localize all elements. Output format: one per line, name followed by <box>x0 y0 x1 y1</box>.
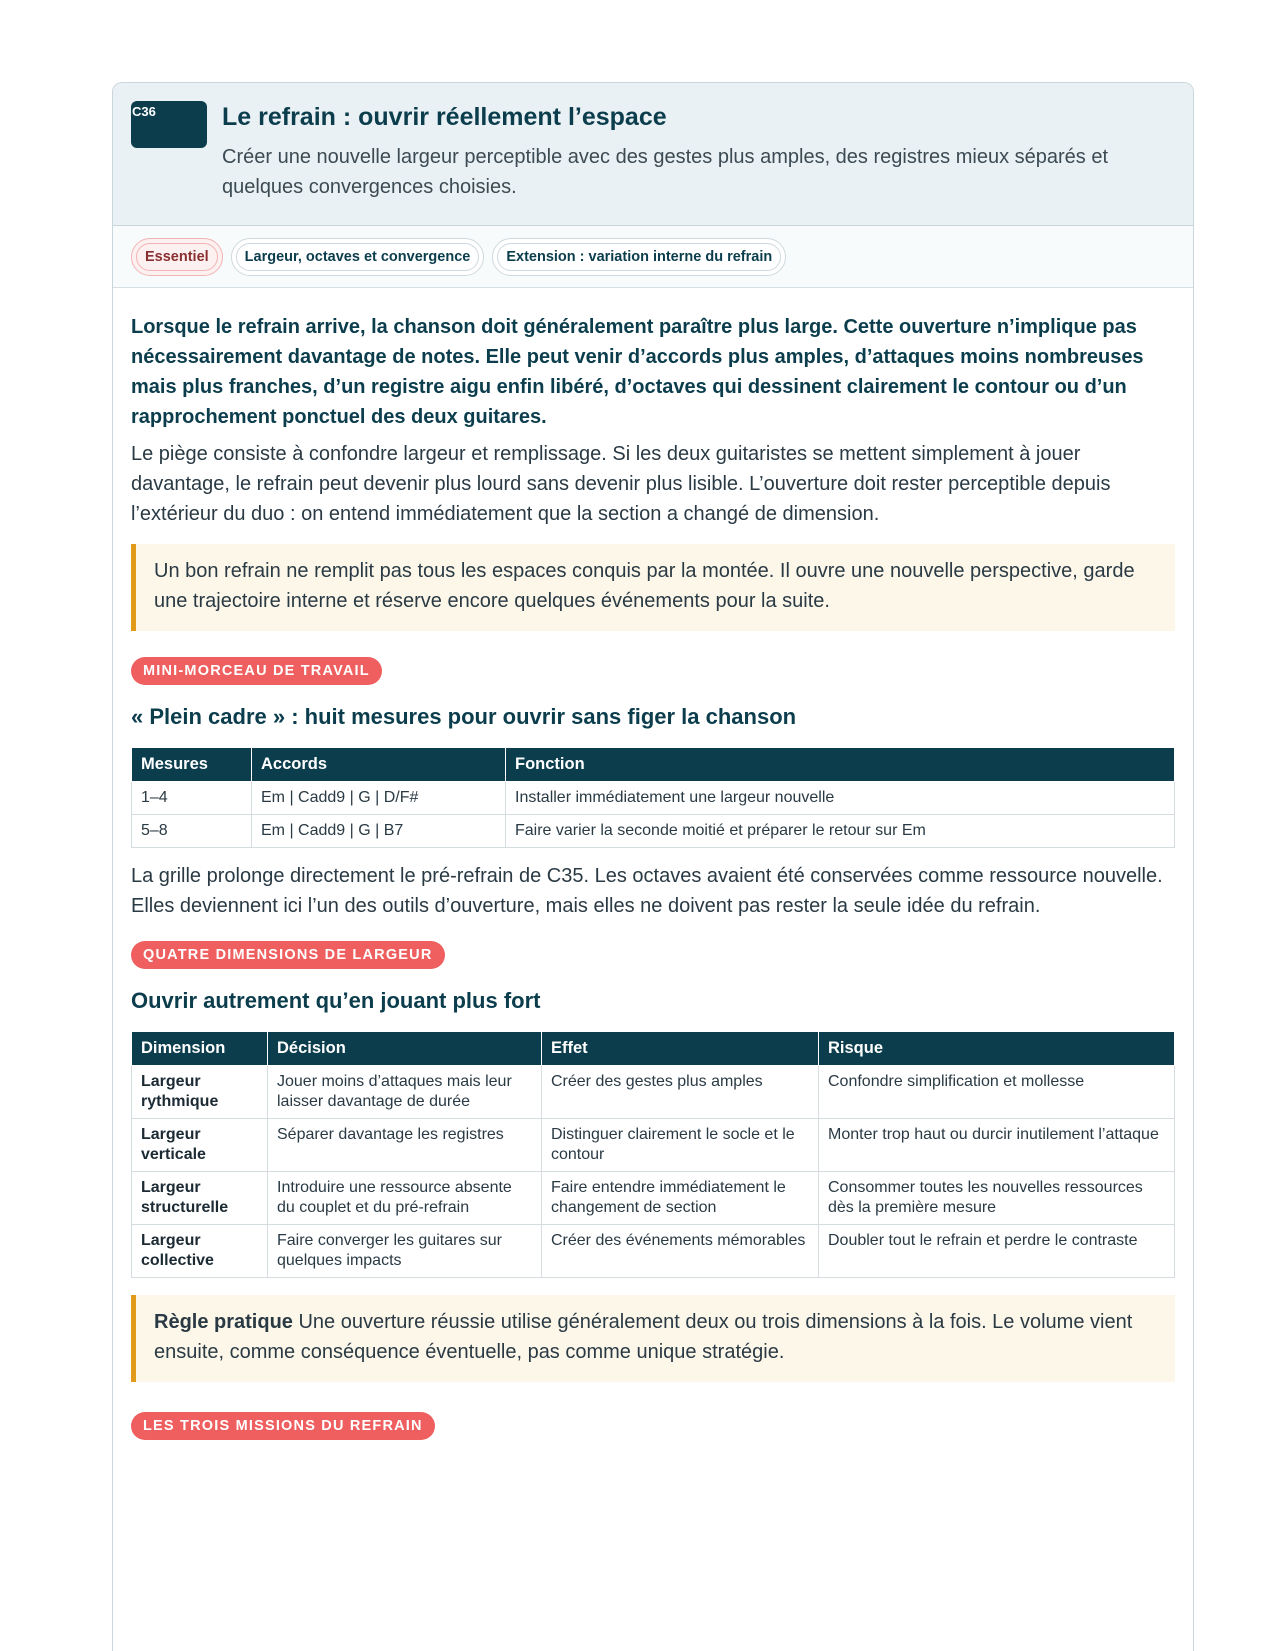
column-header: Risque <box>819 1032 1175 1066</box>
column-header: Dimension <box>132 1032 268 1066</box>
table-cell: Introduire une ressource absente du couplet et du pré-refrain <box>268 1172 542 1225</box>
table-row <box>132 1172 1175 1225</box>
table-cell: Largeur rythmique <box>132 1066 268 1119</box>
table-cell: Monter trop haut ou durcir inutilement l’attaque <box>819 1119 1175 1172</box>
card-body <box>113 288 1193 1440</box>
table-cell: Em | Cadd9 | G | D/F# <box>252 782 506 815</box>
table-cell: Créer des gestes plus amples <box>542 1066 819 1119</box>
tag-essentiel[interactable] <box>131 238 223 276</box>
table-cell: Consommer toutes les nouvelles ressources dès la première mesure <box>819 1172 1175 1225</box>
table-cell: Largeur collective <box>132 1225 268 1278</box>
rule-text: Une ouverture réussie utilise généralement deux ou trois dimensions à la fois. Le volume vient ensuite, comme conséquence éventuelle, pas comme unique stratégie. <box>154 1311 1133 1363</box>
intro-callout: Un bon refrain ne remplit pas tous les espaces conquis par la montée. Il ouvre une nouvelle perspective, garde une trajectoire interne et réserve encore quelques événements pour la suite. <box>131 544 1175 631</box>
table-cell: Créer des événements mémorables <box>542 1225 819 1278</box>
chord-table <box>131 747 1175 848</box>
card-header <box>113 83 1193 226</box>
table-row <box>132 782 1175 815</box>
column-header: Mesures <box>132 748 252 782</box>
section-pill-trois-missions: LES TROIS MISSIONS DU REFRAIN <box>131 1412 435 1440</box>
table-cell: Largeur verticale <box>132 1119 268 1172</box>
table-cell: Confondre simplification et mollesse <box>819 1066 1175 1119</box>
table-row <box>132 815 1175 848</box>
section-heading-plein-cadre: « Plein cadre » : huit mesures pour ouvrir sans figer la chanson <box>131 704 797 729</box>
table-header-row <box>132 748 1175 782</box>
tag-label: Extension : variation interne du refrain <box>497 243 781 271</box>
rule-callout <box>131 1295 1175 1382</box>
column-header: Accords <box>252 748 506 782</box>
section-pill-quatre-dimensions: QUATRE DIMENSIONS DE LARGEUR <box>131 941 445 969</box>
intro-paragraph: Le piège consiste à confondre largeur et remplissage. Si les deux guitaristes se mettent simplement à jouer davantage, le refrain peut devenir plus lourd sans devenir plus lisible. L’ouverture doit rester perceptible depuis l’extérieur du duo : on entend immédiatement que la section a changé de dimension. <box>131 443 1111 525</box>
page-subtitle: Créer une nouvelle largeur perceptible avec des gestes plus amples, des registres mieux séparés et quelques convergences choisies. <box>222 146 1109 198</box>
tag-label: Largeur, octaves et convergence <box>236 243 480 271</box>
section1-after-text: La grille prolonge directement le pré-refrain de C35. Les octaves avaient été conservées comme ressource nouvelle. Elles deviennent ici l’un des outils d’ouverture, mais elles ne doivent pas rester la seule idée du refrain. <box>131 865 1163 917</box>
table-cell: 5–8 <box>132 815 252 848</box>
table-row <box>132 1225 1175 1278</box>
table-cell: Faire varier la seconde moitié et préparer le retour sur Em <box>506 815 1175 848</box>
column-header: Décision <box>268 1032 542 1066</box>
column-header: Fonction <box>506 748 1175 782</box>
table-cell: Séparer davantage les registres <box>268 1119 542 1172</box>
table-cell: Jouer moins d’attaques mais leur laisser davantage de durée <box>268 1066 542 1119</box>
table-cell: Largeur structurelle <box>132 1172 268 1225</box>
table-cell: Installer immédiatement une largeur nouvelle <box>506 782 1175 815</box>
section-pill-mini-morceau: MINI-MORCEAU DE TRAVAIL <box>131 657 382 685</box>
tag-extension[interactable] <box>492 238 786 276</box>
table-cell: 1–4 <box>132 782 252 815</box>
page-title: Le refrain : ouvrir réellement l’espace <box>222 103 667 131</box>
tag-largeur[interactable] <box>231 238 485 276</box>
table-cell: Doubler tout le refrain et perdre le contraste <box>819 1225 1175 1278</box>
header-text <box>222 101 1175 225</box>
table-header-row <box>132 1032 1175 1066</box>
table-row <box>132 1119 1175 1172</box>
rule-label: Règle pratique <box>154 1311 293 1333</box>
table-cell: Distinguer clairement le socle et le contour <box>542 1119 819 1172</box>
tag-label: Essentiel <box>136 243 218 271</box>
table-cell: Em | Cadd9 | G | B7 <box>252 815 506 848</box>
table-cell: Faire converger les guitares sur quelques impacts <box>268 1225 542 1278</box>
table-row <box>132 1066 1175 1119</box>
dimensions-table <box>131 1031 1175 1278</box>
lesson-card <box>112 82 1194 1651</box>
column-header: Effet <box>542 1032 819 1066</box>
table-cell: Faire entendre immédiatement le changement de section <box>542 1172 819 1225</box>
tag-bar <box>113 226 1193 288</box>
intro-lead: Lorsque le refrain arrive, la chanson doit généralement paraître plus large. Cette ouverture n’implique pas nécessairement davantage de notes. Elle peut venir d’accords plus amples, d’attaques moins nombreuses mais plus franches, d’un registre aigu enfin libéré, d’octaves qui dessinent clairement le contour ou d’un rapprochement ponctuel des deux guitares. <box>131 316 1144 428</box>
chapter-code-badge: C36 <box>131 101 207 148</box>
section-heading-ouvrir: Ouvrir autrement qu’en jouant plus fort <box>131 988 541 1013</box>
